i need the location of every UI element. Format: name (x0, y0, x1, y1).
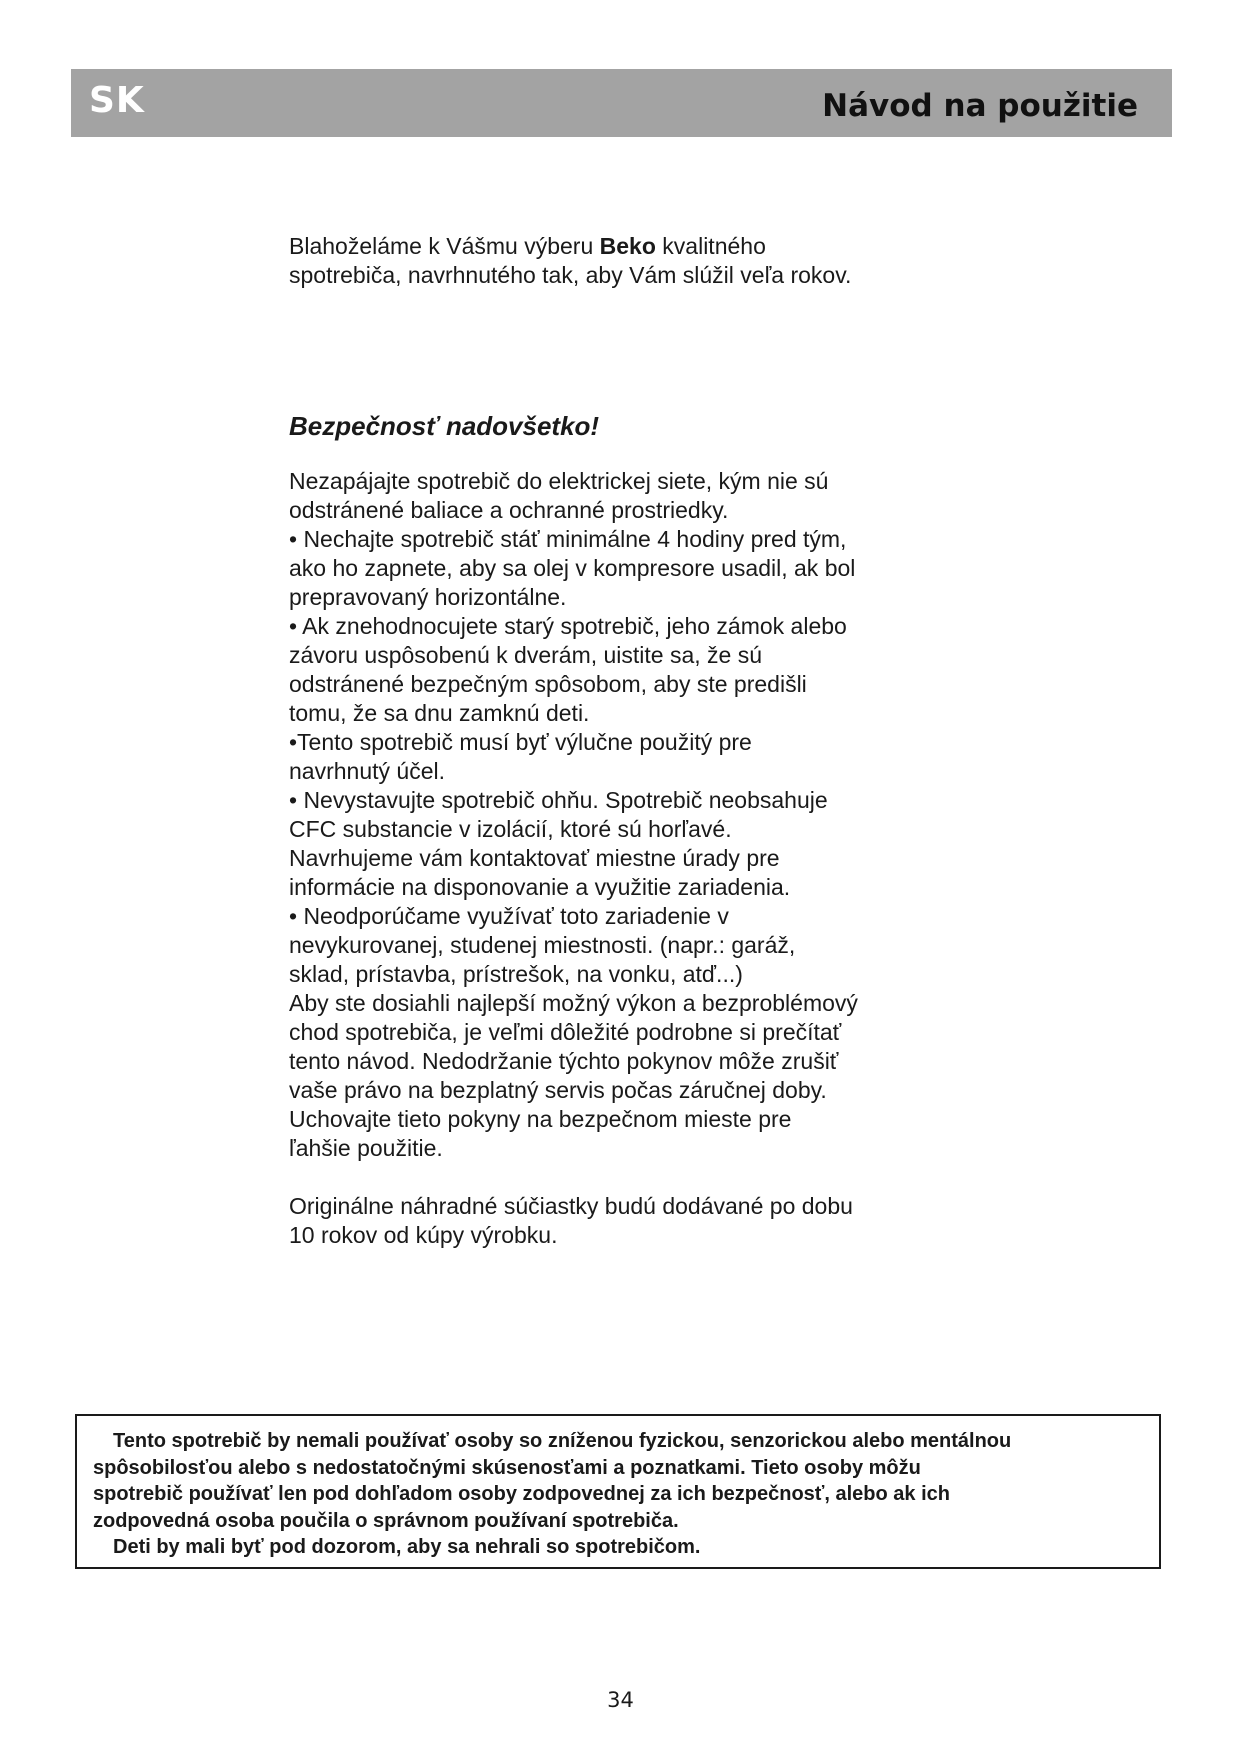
safety-line: odstránené bezpečným spôsobom, aby ste predišli (289, 671, 807, 697)
safety-line: • Neodporúčame využívať toto zariadenie v (289, 903, 729, 929)
safety-instructions (289, 467, 939, 1250)
safety-line: prepravovaný horizontálne. (289, 584, 567, 610)
safety-line: ako ho zapnete, aby sa olej v kompresore usadil, ak bol (289, 555, 856, 581)
paragraph-spacer (289, 1163, 939, 1192)
notice-line: spotrebič používať len pod dohľadom osoby zodpovednej za ich bezpečnosť, alebo ak ich (93, 1483, 950, 1505)
language-code: SK (89, 80, 145, 121)
safety-line: • Ak znehodnocujete starý spotrebič, jeho zámok alebo (289, 613, 847, 639)
notice-line: Deti by mali byť pod dozorom, aby sa nehrali so spotrebičom. (113, 1536, 701, 1558)
safety-line: •Tento spotrebič musí byť výlučne použitý pre (289, 729, 752, 755)
intro-line: Blahoželáme k Vášmu výberu Beko kvalitného (289, 233, 766, 259)
spare-parts-line: 10 rokov od kúpy výrobku. (289, 1222, 558, 1248)
safety-line: vaše právo na bezplatný servis počas záručnej doby. (289, 1077, 827, 1103)
page-header (71, 69, 1172, 137)
page-number: 34 (607, 1688, 634, 1712)
notice-line: zodpovedná osoba poučila o správnom používaní spotrebiča. (93, 1509, 679, 1532)
safety-line: CFC substancie v izolácií, ktoré sú horľavé. (289, 816, 732, 842)
safety-line: sklad, prístavba, prístrešok, na vonku, atď...) (289, 961, 743, 987)
safety-line: závoru uspôsobenú k dverám, uistite sa, že sú (289, 642, 763, 668)
safety-line: Nezapájajte spotrebič do elektrickej siete, kým nie sú (289, 468, 829, 494)
safety-line: Aby ste dosiahli najlepší možný výkon a bezproblémový (289, 990, 858, 1016)
intro-line: spotrebiča, navrhnutého tak, aby Vám slúžil veľa rokov. (289, 262, 852, 288)
main-content (289, 232, 939, 1248)
safety-line: Navrhujeme vám kontaktovať miestne úrady pre (289, 845, 780, 871)
safety-line: odstránené baliace a ochranné prostriedky. (289, 497, 729, 523)
notice-line: spôsobilosťou alebo s nedostatočnými skúsenosťami a poznatkami. Tieto osoby môžu (93, 1456, 921, 1479)
notice-line: Tento spotrebič by nemali používať osoby so zníženou fyzickou, senzorickou alebo mentálnou (113, 1430, 1012, 1452)
safety-heading: Bezpečnosť nadovšetko! (289, 411, 600, 441)
safety-line: • Nevystavujte spotrebič ohňu. Spotrebič neobsahuje (289, 787, 828, 813)
safety-line: tento návod. Nedodržanie týchto pokynov môže zrušiť (289, 1048, 839, 1074)
warning-notice-box (75, 1414, 1161, 1569)
safety-line: tomu, že sa dnu zamknú deti. (289, 700, 590, 726)
intro-paragraph (289, 232, 939, 290)
manual-title: Návod na použitie (822, 88, 1138, 124)
safety-line: • Nechajte spotrebič stáť minimálne 4 hodiny pred tým, (289, 526, 847, 552)
safety-line: informácie na disponovanie a využitie zariadenia. (289, 874, 791, 900)
spare-parts-line: Originálne náhradné súčiastky budú dodávané po dobu (289, 1193, 853, 1219)
safety-line: Uchovajte tieto pokyny na bezpečnom mieste pre (289, 1106, 792, 1132)
safety-line: chod spotrebiča, je veľmi dôležité podrobne si prečítať (289, 1019, 842, 1045)
safety-line: nevykurovanej, studenej miestnosti. (napr.: garáž, (289, 932, 796, 958)
safety-line: navrhnutý účel. (289, 758, 445, 784)
safety-line: ľahšie použitie. (289, 1135, 443, 1161)
brand-name: Beko (599, 233, 656, 259)
